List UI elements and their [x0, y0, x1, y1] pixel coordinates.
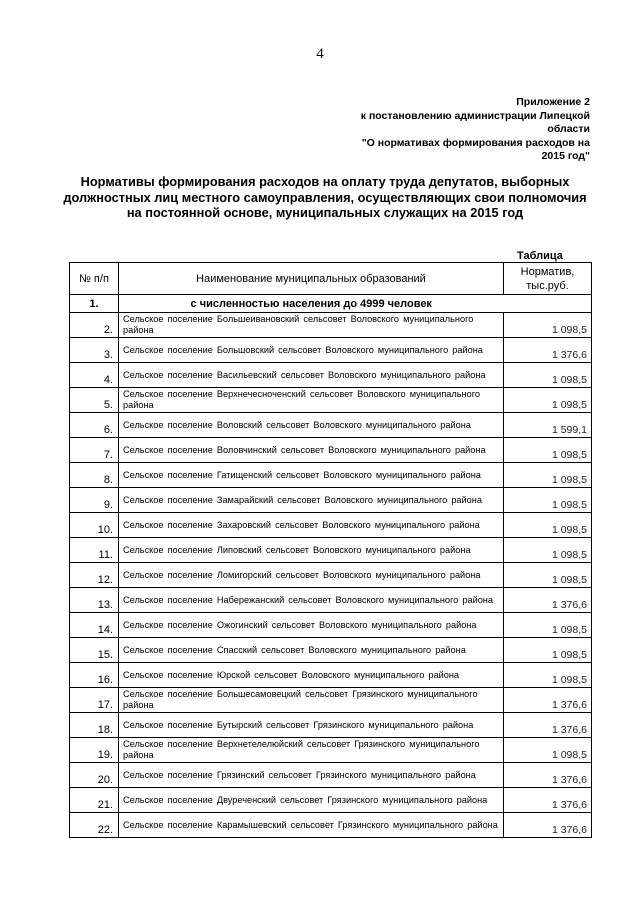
municipality-name: Сельское поселение Грязинский сельсовет Грязинского муниципального района: [119, 763, 504, 788]
section-number: 1.: [70, 295, 119, 313]
norm-value: 1 098,5: [504, 663, 592, 688]
norm-value: 1 376,6: [504, 338, 592, 363]
table-row: [70, 363, 592, 388]
municipality-name: Сельское поселение Карамышевский сельсовет Грязинского муниципального района: [119, 813, 504, 838]
norm-value: 1 376,6: [504, 713, 592, 738]
norm-value: 1 098,5: [504, 313, 592, 338]
row-number: 17.: [70, 688, 119, 713]
municipality-name: Сельское поселение Бутырский сельсовет Грязинского муниципального района: [119, 713, 504, 738]
norm-value: 1 376,6: [504, 688, 592, 713]
row-number: 3.: [70, 338, 119, 363]
appendix-line: 2015 год": [541, 150, 590, 162]
table-header-row: [70, 263, 592, 295]
table-row: [70, 463, 592, 488]
row-number: 14.: [70, 613, 119, 638]
table-label: Таблица: [517, 250, 563, 262]
norm-value: 1 376,6: [504, 813, 592, 838]
table-row: [70, 488, 592, 513]
municipality-name: Сельское поселение Захаровский сельсовет Воловского муниципального района: [119, 513, 504, 538]
appendix-line: к постановлению администрации Липецкой: [360, 109, 590, 122]
table-row: [70, 713, 592, 738]
table-row: [70, 338, 592, 363]
row-number: 2.: [70, 313, 119, 338]
document-title: Нормативы формирования расходов на оплату труда депутатов, выборных должностных лиц местного самоуправления, осуществляющих свои полномочия на постоянной основе, муниципальных служащих на 2015 год: [63, 174, 587, 220]
column-header-num: № п/п: [70, 263, 119, 295]
municipality-name: Сельское поселение Ожогинский сельсовет Воловского муниципального района: [119, 613, 504, 638]
norm-value: 1 098,5: [504, 563, 592, 588]
municipality-name: Сельское поселение Двуреченский сельсовет Грязинского муниципального района: [119, 788, 504, 813]
row-number: 21.: [70, 788, 119, 813]
row-number: 13.: [70, 588, 119, 613]
section-row: [70, 295, 592, 313]
norm-value: 1 376,6: [504, 788, 592, 813]
table-row: [70, 388, 592, 413]
norm-value: 1 098,5: [504, 513, 592, 538]
table-row: [70, 788, 592, 813]
table-row: [70, 588, 592, 613]
row-number: 6.: [70, 413, 119, 438]
municipality-name: Сельское поселение Большесамовецкий сельсовет Грязинского муниципального района: [119, 688, 504, 713]
column-header-name: Наименование муниципальных образований: [119, 263, 504, 295]
table-row: [70, 438, 592, 463]
appendix-line: "О нормативах формирования расходов на: [361, 136, 590, 149]
norm-value: 1 098,5: [504, 388, 592, 413]
section-empty-cell: [504, 295, 592, 313]
table-row: [70, 313, 592, 338]
table-row: [70, 738, 592, 763]
row-number: 7.: [70, 438, 119, 463]
appendix-line: Приложение 2: [516, 96, 590, 108]
row-number: 11.: [70, 538, 119, 563]
appendix-line: области: [547, 123, 590, 135]
row-number: 16.: [70, 663, 119, 688]
norm-value: 1 376,6: [504, 763, 592, 788]
row-number: 9.: [70, 488, 119, 513]
norm-value: 1 098,5: [504, 638, 592, 663]
norm-value: 1 098,5: [504, 738, 592, 763]
municipality-name: Сельское поселение Воловчинский сельсовет Воловского муниципального района: [119, 438, 504, 463]
norm-value: 1 376,6: [504, 588, 592, 613]
row-number: 18.: [70, 713, 119, 738]
table-row: [70, 813, 592, 838]
row-number: 4.: [70, 363, 119, 388]
municipality-name: Сельское поселение Воловский сельсовет Воловского муниципального района: [119, 413, 504, 438]
row-number: 22.: [70, 813, 119, 838]
table-row: [70, 663, 592, 688]
row-number: 19.: [70, 738, 119, 763]
row-number: 15.: [70, 638, 119, 663]
municipality-name: Сельское поселение Липовский сельсовет Воловского муниципального района: [119, 538, 504, 563]
norm-value: 1 098,5: [504, 363, 592, 388]
municipality-name: Сельское поселение Большовский сельсовет Воловского муниципального района: [119, 338, 504, 363]
table-row: [70, 763, 592, 788]
norm-value: 1 098,5: [504, 438, 592, 463]
municipality-name: Сельское поселение Набережанский сельсовет Воловского муниципального района: [119, 588, 504, 613]
row-number: 5.: [70, 388, 119, 413]
municipality-name: Сельское поселение Замарайский сельсовет Воловского муниципального района: [119, 488, 504, 513]
row-number: 12.: [70, 563, 119, 588]
municipality-name: Сельское поселение Верхнетелелюйский сельсовет Грязинского муниципального района: [119, 738, 504, 763]
table-row: [70, 538, 592, 563]
column-header-value: Норматив, тыс.руб.: [504, 263, 592, 295]
section-title: с численностью населения до 4999 человек: [119, 295, 504, 313]
municipality-name: Сельское поселение Васильевский сельсовет Воловского муниципального района: [119, 363, 504, 388]
table-row: [70, 413, 592, 438]
norm-value: 1 098,5: [504, 613, 592, 638]
norm-value: 1 599,1: [504, 413, 592, 438]
municipality-name: Сельское поселение Гатищенский сельсовет Воловского муниципального района: [119, 463, 504, 488]
municipality-name: Сельское поселение Ломигорский сельсовет Воловского муниципального района: [119, 563, 504, 588]
municipality-name: Сельское поселение Верхнечесноченский сельсовет Воловского муниципального района: [119, 388, 504, 413]
table-row: [70, 563, 592, 588]
municipality-name: Сельское поселение Спасский сельсовет Воловского муниципального района: [119, 638, 504, 663]
table-row: [70, 638, 592, 663]
table-row: [70, 513, 592, 538]
municipality-name: Сельское поселение Большеивановский сельсовет Воловского муниципального района: [119, 313, 504, 338]
municipality-name: Сельское поселение Юрской сельсовет Воловского муниципального района: [119, 663, 504, 688]
norm-value: 1 098,5: [504, 463, 592, 488]
table-row: [70, 688, 592, 713]
table-row: [70, 613, 592, 638]
norms-table: [69, 262, 592, 838]
row-number: 10.: [70, 513, 119, 538]
appendix-header: [340, 96, 590, 164]
norm-value: 1 098,5: [504, 488, 592, 513]
row-number: 8.: [70, 463, 119, 488]
row-number: 20.: [70, 763, 119, 788]
norm-value: 1 098,5: [504, 538, 592, 563]
page-number: 4: [316, 46, 324, 62]
